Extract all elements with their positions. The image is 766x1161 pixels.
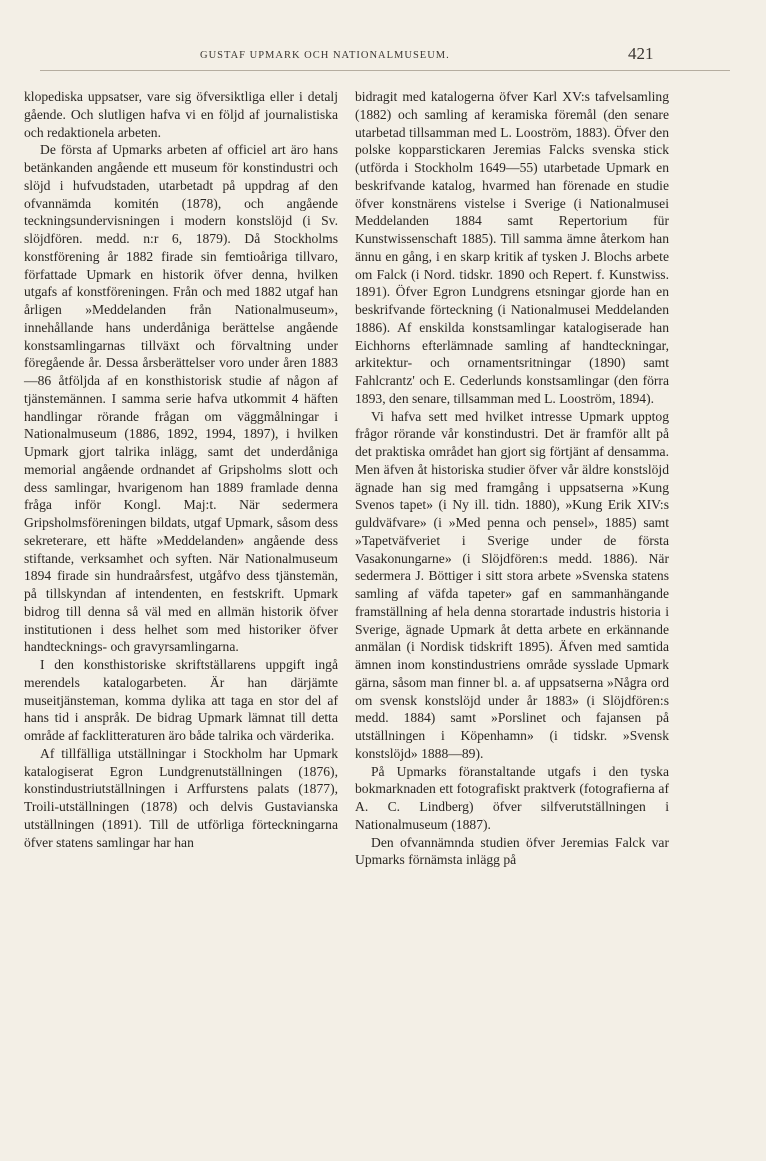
running-title: GUSTAF UPMARK OCH NATIONALMUSEUM.: [200, 50, 450, 61]
paragraph: På Upmarks föranstaltande utgafs i den tyska bokmarknaden ett fotografiskt praktverk (fotografierna af A. C. Lindberg) öfver silfverutställningen i Nationalmuseum (1887).: [355, 763, 669, 832]
page-header: [0, 44, 766, 66]
paragraph: I den konsthistoriske skriftställarens uppgift ingå merendels katalogarbeten. Är han därjämte museitjänsteman, komma dylika att taga en stor del af hans tid i anspråk. De bidrag Upmark lämnat till detta område af facklitteraturen äro både talrika och värderika.: [24, 657, 338, 743]
page-number: 421: [628, 44, 654, 63]
header-rule: [40, 70, 730, 71]
paragraph: Vi hafva sett med hvilket intresse Upmark upptog frågor rörande vår konstindustri. Det är framför allt på det praktiska området han gjort sig förtjänt af densamma. Men äfven åt historiska studier öfver vår äldre konstslöjd ägnade han sig med framgång i uppsatserna »Kung Svenos tapet» (i Ny ill. tidn. 1880), »Kung Erik XIV:s guldväfvare» (i »Med penna och pensel», 1885) samt »Tapetväfveriet i Sverige under de första Vasakonungarne» (i Slöjdfören:s medd. 1886). När sedermera J. Böttiger i sitt stora arbete »Svenska statens samling af väfda tapeter» gaf en sammanhängande framställning af hela denna storartade industris historia i Sverige, ägnade Upmark åt detta arbete en erkännande anmälan (i Nordisk tidskrift 1895). Äfven med samtida ämnen inom konstindustriens område sysslade Upmark gärna, såsom man finner bl. a. af uppsatserna »Några ord om svensk konstslöjd under år 1883» (i Slöjdfören:s medd. 1884) samt »Porslinet och fajansen på utställningen i Köpenhamn» (i tidskr. »Svensk konstslöjd» 1888—89).: [355, 408, 669, 761]
left-column: [24, 88, 338, 851]
paragraph: De första af Upmarks arbeten af officiel art äro hans betänkanden angående ett museum för konstindustri och slöjd i hufvudstaden, utarbetadt på uppdrag af den ofvannämda komitén (1878), och angående teckningsundervisningen i modern konstslöjd (i Sv. slöjdfören. medd. n:r 6, 1879). Då Stockholms konstförening år 1882 firade sin femtioåriga tillvaro, författade Upmark en historik öfver denna, hvilken utgafs af konstföreningen. Från och med 1882 utgaf han årligen »Meddelanden från Nationalmuseum», innehållande hans underdåniga berättelse angående konstsamlingarnas tillväxt och förvaltning under föregående år. Dessa årsberättelser voro under åren 1883—86 åtföljda af en konsthistorisk studie af någon af tjänstemännen. I samma serie hafva utkommit 4 häften handlingar rörande frågan om väggmålningar i Nationalmuseum (1886, 1892, 1994, 1897), i hvilken Upmark gjort talrika inlägg, samt det underdåniga memorial angående ordnandet af Gripsholms slott och dess samlingar, hvarigenom han 1889 framlade denna fråga inför Kongl. Maj:t. När sedermera Gripsholmsföreningen bildats, utgaf Upmark, såsom dess sekreterare, ett häfte »Meddelanden» angående dess stiftande, verksamhet och syften. När Nationalmuseum 1894 firade sin hundraårsfest, utgåfvo dess tjänstemän, på tillskyndan af intendenten, en festskrift. Upmark bidrog till denna så väl med en allmän historik öfver institutionen i dess helhet som med historiker öfver handtecknings- och gravyrsamlingarna.: [24, 142, 338, 655]
paragraph: Af tillfälliga utställningar i Stockholm har Upmark katalogiserat Egron Lundgrenutställningen (1876), konstindustriutställningen i Arffurstens palats (1877), Troili-utställningen (1878) och delvis Gustavianska utställningen (1891). Till de utförliga förteckningarna öfver statens samlingar har han: [24, 745, 338, 850]
right-column: [355, 88, 669, 869]
paragraph: bidragit med katalogerna öfver Karl XV:s tafvelsamling (1882) och samling af keramiska föremål (den senare utarbetad tillsamman med L. Looström, 1883). Öfver den polske kopparstickaren Jeremias Falcks svenska stick (utförda i Stockholm 1649—55) utarbetade Upmark en beskrifvande katalog, hvarmed han förenade en studie öfver konstnärens vistelse i Sverige (i Nationalmusei Meddelanden 1884 samt Repertorium für Kunstwissenschaft 1885). Till samma ämne återkom han ännu en gång, i en skarp kritik af tysken J. Blochs arbete om Falck (i Nord. tidskr. 1890 och Repert. f. Kunstwiss. 1891). Öfver Egron Lundgrens etsningar gjorde han en beskrifvande förteckning (i Nationalmusei Meddelanden 1886). Af enskilda konstsamlingar katalogiserade han Eichhorns efterlämnade samling af handteckningar, arkitektur- och ornamentsritningar (1890) samt Fahlcrantz' och E. Cederlunds konstsamlingar (den förra 1893, den senare, tillsamman med L. Looström, 1894).: [355, 89, 669, 406]
paragraph: klopediska uppsatser, vare sig öfversiktliga eller i detalj gående. Och slutligen hafva vi en följd af journalistiska och redaktionela arbeten.: [24, 89, 338, 140]
paragraph: Den ofvannämnda studien öfver Jeremias Falck var Upmarks förnämsta inlägg på: [355, 834, 669, 868]
